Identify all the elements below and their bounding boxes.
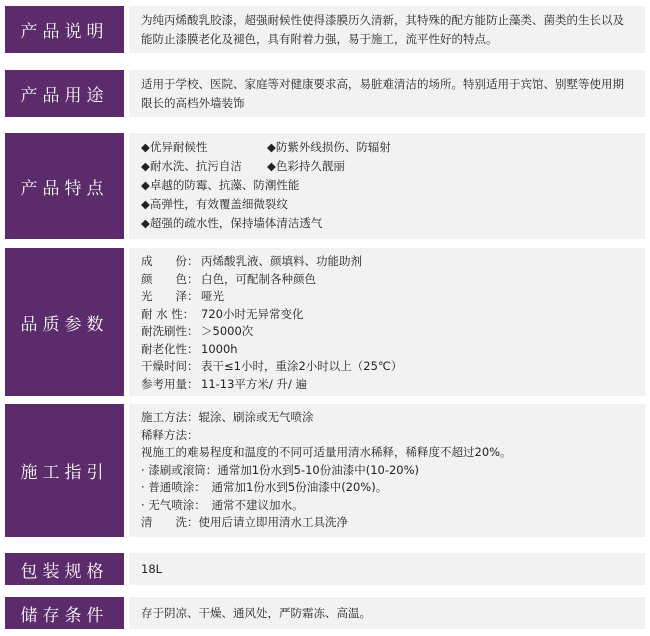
guide-line: 施工方法：辊涂、刷涂或无气喷涂 (141, 410, 314, 424)
param-row (141, 288, 635, 306)
storage-text: 存于阴凉、干燥、通风处，严防霜冻、高温。 (141, 605, 371, 620)
param-row (141, 323, 635, 341)
param-value: 白色，可配制各种颜色 (201, 271, 316, 286)
param-row (141, 376, 635, 394)
section-content (129, 70, 645, 117)
param-key: 参考用量： (141, 376, 199, 391)
feature-item: ◆防紫外线损伤、防辐射 (267, 140, 391, 154)
param-key: 干燥时间： (141, 359, 199, 373)
param-key: 耐老化性： (141, 341, 199, 356)
param-value: 1000h (201, 341, 238, 356)
guide-line: · 普通喷涂： 通常加1份水到5份油漆中(20%)。 (141, 480, 388, 494)
section-storage (5, 597, 645, 629)
section-content (129, 553, 645, 585)
section-content (129, 404, 645, 537)
guide-line: 视施工的难易程度和温度的不同可适量用清水稀释，稀释度不超过20%。 (141, 445, 512, 459)
param-value: ＞5000次 (201, 324, 254, 338)
param-row (141, 306, 635, 324)
section-product-features (5, 133, 645, 239)
param-value: 11-13平方米/ 升/ 遍 (201, 376, 307, 391)
guide-line: 清 洗：使用后请立即用清水工具洗净 (141, 515, 348, 529)
param-key: 成 份： (141, 254, 199, 268)
section-label: 储存条件 (5, 597, 124, 629)
param-row (141, 253, 635, 271)
section-label: 品质参数 (5, 248, 124, 396)
feature-item: ◆卓越的防霉、抗藻、防潮性能 (141, 178, 300, 192)
section-packaging (5, 553, 645, 585)
section-content (129, 133, 645, 239)
param-key: 颜 色： (141, 271, 199, 286)
section-quality-parameters (5, 248, 645, 396)
section-content (129, 6, 645, 53)
section-product-usage (5, 70, 645, 117)
section-content (129, 597, 645, 629)
section-label: 施工指引 (5, 404, 124, 537)
section-product-description (5, 6, 645, 53)
param-value: 表干≤1小时，重涂2小时以上（25℃） (201, 359, 403, 373)
description-text: 为纯丙烯酸乳胶漆，超强耐候性使得漆膜历久清新，其特殊的配方能防止藻类、菌类的生长以及能防止漆膜老化及褪色，具有附着力强，易于施工，流平性好的特点。 (141, 13, 624, 46)
param-value: 720小时无异常变化 (201, 306, 304, 321)
param-row (141, 358, 635, 376)
section-label: 产品说明 (5, 6, 124, 53)
guide-line: · 漆刷或滚筒：通常加1份水到5-10份油漆中(10-20%) (141, 462, 420, 477)
feature-item: ◆优异耐候性 (141, 140, 208, 154)
guide-line: · 无气喷涂： 通常不建议加水。 (141, 497, 304, 512)
feature-item: ◆超强的疏水性，保持墙体清洁透气 (141, 216, 323, 230)
section-application-guide (5, 404, 645, 537)
param-key: 耐洗刷性： (141, 324, 199, 338)
usage-text: 适用于学校、医院、家庭等对健康要求高，易脏难清洁的场所。特别适用于宾馆、别墅等使用期限长的高档外墙装饰 (141, 77, 624, 110)
param-value: 丙烯酸乳液、颜填料、功能助剂 (201, 254, 362, 268)
feature-item: ◆色彩持久靓丽 (267, 159, 345, 173)
feature-row (141, 138, 635, 157)
param-key: 光 泽： (141, 289, 199, 303)
param-key: 耐 水 性： (141, 306, 195, 321)
feature-item: ◆耐水洗、抗污自洁 (141, 159, 242, 173)
guide-line: 稀释方法： (141, 427, 199, 442)
feature-item: ◆高弹性，有效覆盖细微裂纹 (141, 197, 288, 211)
section-label: 产品用途 (5, 70, 124, 117)
param-row (141, 271, 635, 289)
packaging-text: 18L (141, 561, 163, 576)
feature-row (141, 157, 635, 176)
param-value: 哑光 (201, 289, 224, 303)
section-content (129, 248, 645, 396)
section-label: 包装规格 (5, 553, 124, 585)
param-row (141, 341, 635, 359)
section-label: 产品特点 (5, 133, 124, 239)
